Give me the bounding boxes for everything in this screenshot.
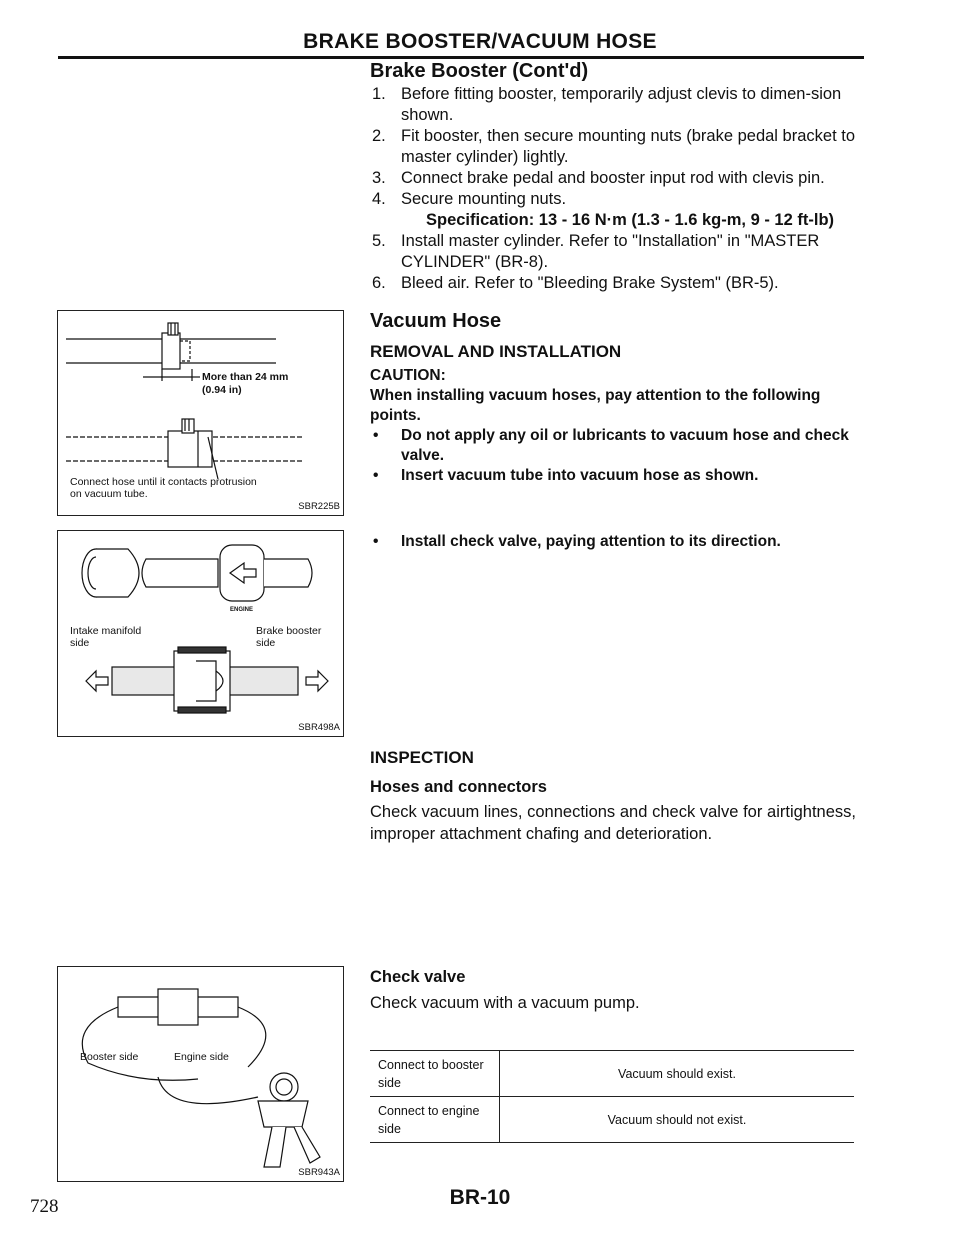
figure-code: SBR225B [298,501,340,512]
engine-label: ENGINE [230,607,254,613]
bullet-item [370,532,891,552]
step-number: 5. [372,232,386,250]
step-number: 1. [372,85,386,103]
step-text: Install master cylinder. Refer to "Installation" in "MASTER CYLINDER" (BR-8). [401,232,820,271]
step-item [370,126,870,168]
figure-code: SBR943A [298,1167,340,1178]
page-title: BRAKE BOOSTER/VACUUM HOSE [303,30,657,53]
table-row [370,1051,854,1097]
booster-section-title: Brake Booster (Cont'd) [370,60,589,82]
inspection-title: INSPECTION [370,748,474,767]
booster-side-label: Booster side [80,1051,139,1063]
step-number: 6. [372,274,386,292]
caution-block [370,366,860,486]
booster-steps [370,84,870,294]
table-cell-condition: Connect to booster side [370,1051,500,1097]
hoses-connectors-title: Hoses and connectors [370,778,547,796]
removal-installation-title: REMOVAL AND INSTALLATION [370,342,622,361]
bullet-text: Do not apply any oil or lubricants to vacuum hose and check valve. [401,427,849,464]
intake-side-label: Intake manifold side [70,625,142,649]
check-valve-table [370,1050,854,1143]
torque-specification: Specification: 13 - 16 N·m (1.3 - 1.6 kg-m, 9 - 12 ft-lb) [426,211,835,229]
bullet-icon: • [373,467,379,484]
margin-page-number: 728 [30,1196,59,1217]
bullet-icon: • [373,427,379,444]
step-text: Fit booster, then secure mounting nuts (brake pedal bracket to master cylinder) lightly. [401,127,856,166]
vacuum-hose-title: Vacuum Hose [370,310,502,332]
table-row [370,1097,854,1143]
dimension-label: More than 24 mm [202,371,289,383]
header-rule [58,56,864,59]
step-item [370,189,870,210]
vacuum-pump-diagram [58,967,343,1181]
bullet-item [370,466,860,486]
hose-caption: Connect hose until it contacts protrusion on vacuum tube. [70,476,257,500]
booster-side-label: Brake booster side [256,625,322,649]
vacuum-pump-figure [57,966,344,1182]
caution-label: CAUTION: [370,367,446,384]
step-item [370,168,870,189]
step-text: Connect brake pedal and booster input rod with clevis pin. [401,169,825,187]
table-cell-result: Vacuum should exist. [500,1051,855,1097]
hoses-connectors-text: Check vacuum lines, connections and check valve for airtightness, improper attachment chafing and deterioration. [370,803,856,843]
check-valve-text: Check vacuum with a vacuum pump. [370,994,640,1012]
hose-insertion-figure [57,310,344,516]
bullet-icon: • [373,533,379,550]
bullet-text: Install check valve, paying attention to its direction. [401,533,781,550]
table-cell-result: Vacuum should not exist. [500,1097,855,1143]
step-number: 2. [372,127,386,145]
bullet-item [370,426,860,466]
step-number: 3. [372,169,386,187]
check-valve-title: Check valve [370,968,466,986]
caution-text: When installing vacuum hoses, pay attention to the following points. [370,387,821,424]
step-item [370,273,870,294]
table-cell-condition: Connect to engine side [370,1097,500,1143]
engine-side-label: Engine side [174,1051,229,1063]
page-number: BR-10 [449,1186,511,1209]
bullet-text: Insert vacuum tube into vacuum hose as shown. [401,467,759,484]
figure-code: SBR498A [298,722,340,733]
check-valve-figure [57,530,344,737]
step-number: 4. [372,190,386,208]
step-item [370,231,870,273]
dimension-inch-label: (0.94 in) [202,384,242,396]
step-text: Bleed air. Refer to "Bleeding Brake System" (BR-5). [401,274,779,292]
step-text: Secure mounting nuts. [401,190,567,208]
step-text: Before fitting booster, temporarily adjust clevis to dimen-sion shown. [401,85,842,124]
step-item [370,84,870,126]
